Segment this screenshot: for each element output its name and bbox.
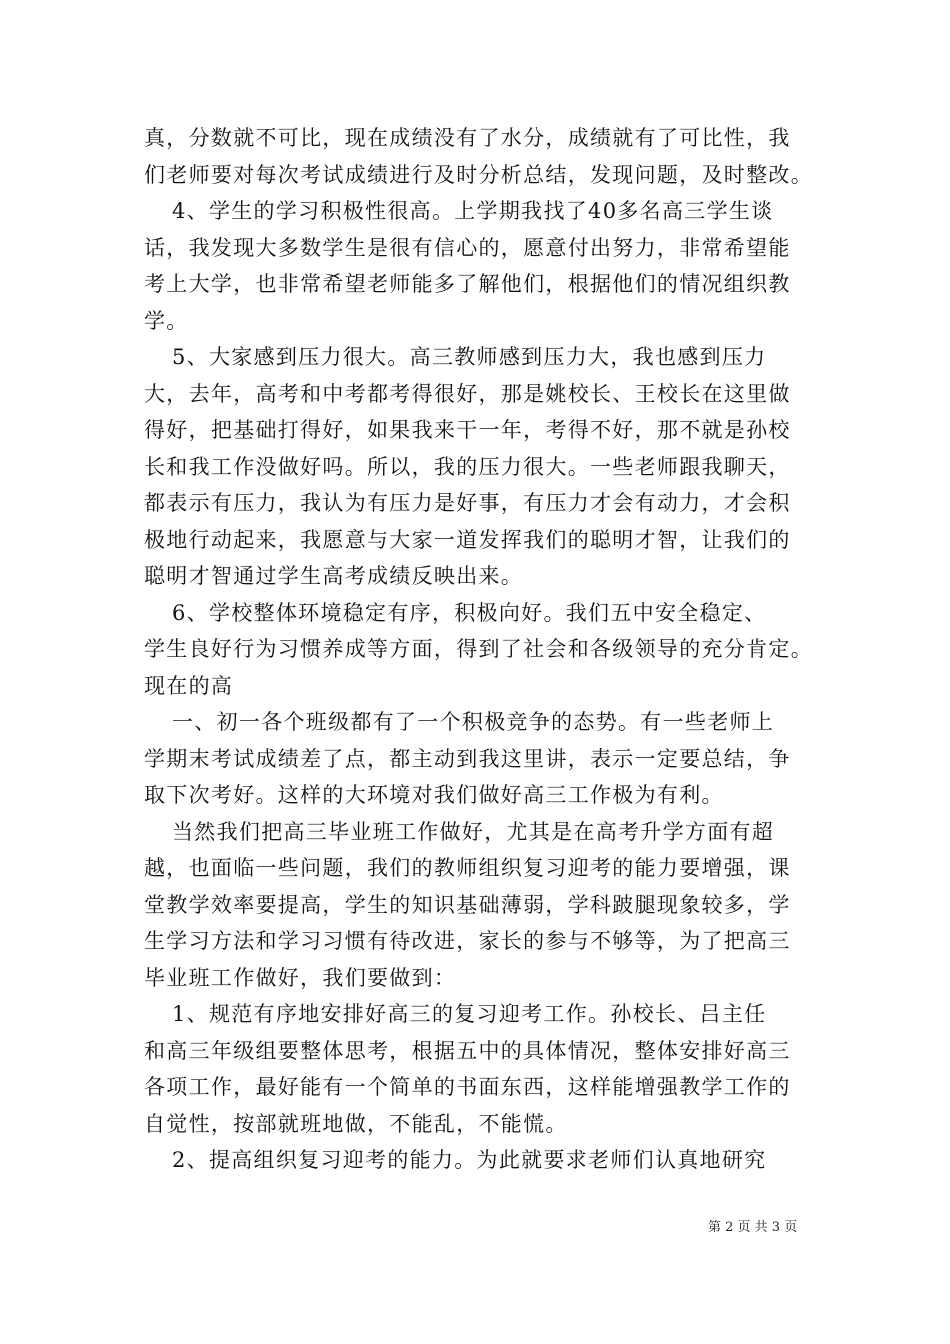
text-line: 话，我发现大多数学生是很有信心的，愿意付出努力，非常希望能 xyxy=(144,235,791,260)
text-line: 们老师要对每次考试成绩进行及时分析总结，发现问题，及时整改。 xyxy=(144,162,813,187)
text-line: 取下次考好。这样的大环境对我们做好高三工作极为有利。 xyxy=(144,783,724,807)
text-line: 当然我们把高三毕业班工作做好，尤其是在高考升学方面有超 xyxy=(172,819,775,844)
text-line: 大，去年，高考和中考都考得很好，那是姚校长、王校长在这里做 xyxy=(144,381,791,406)
text-line: 得好，把基础打得好，如果我来干一年，考得不好，那不就是孙校 xyxy=(144,418,791,442)
page-number: 第 2 页 共 3 页 xyxy=(708,1220,798,1235)
text-line: 越，也面临一些问题，我们的教师组织复习迎考的能力要增强，课 xyxy=(144,856,791,880)
text-line: 5、大家感到压力很大。高三教师感到压力大，我也感到压力 xyxy=(172,345,767,369)
text-line: 一、初一各个班级都有了一个积极竞争的态势。有一些老师上 xyxy=(172,710,775,734)
text-line: 4、学生的学习积极性很高。上学期我找了40多名高三学生谈 xyxy=(172,199,774,223)
text-line: 考上大学，也非常希望老师能多了解他们，根据他们的情况组织教 xyxy=(144,272,791,296)
text-line: 2、提高组织复习迎考的能力。为此就要求老师们认真地研究 xyxy=(172,1148,767,1172)
text-line: 真，分数就不可比，现在成绩没有了水分，成绩就有了可比性，我 xyxy=(144,126,791,150)
text-line: 长和我工作没做好吗。所以，我的压力很大。一些老师跟我聊天， xyxy=(144,454,791,479)
text-line: 和高三年级组要整体思考，根据五中的具体情况，整体安排好高三 xyxy=(144,1038,791,1063)
text-line: 都表示有压力，我认为有压力是好事，有压力才会有动力，才会积 xyxy=(144,491,791,515)
text-line: 1、规范有序地安排好高三的复习迎考工作。孙校长、吕主任 xyxy=(172,1002,767,1026)
body-text xyxy=(144,120,814,1179)
text-line: 聪明才智通过学生高考成绩反映出来。 xyxy=(144,564,524,588)
text-line: 现在的高 xyxy=(144,673,234,698)
text-line: 6、学校整体环境稳定有序，积极向好。我们五中安全稳定、 xyxy=(172,600,767,625)
text-line: 生学习方法和学习习惯有待改进，家长的参与不够等，为了把高三 xyxy=(144,929,791,953)
text-line: 自觉性，按部就班地做，不能乱，不能慌。 xyxy=(144,1111,568,1136)
text-line: 堂教学效率要提高，学生的知识基础薄弱，学科跛腿现象较多，学 xyxy=(144,892,791,917)
text-line: 各项工作，最好能有一个简单的书面东西，这样能增强教学工作的 xyxy=(144,1075,791,1099)
text-line: 学生良好行为习惯养成等方面，得到了社会和各级领导的充分肯定。 xyxy=(144,637,813,661)
text-line: 极地行动起来，我愿意与大家一道发挥我们的聪明才智，让我们的 xyxy=(144,527,791,552)
text-line: 学期末考试成绩差了点，都主动到我这里讲，表示一定要总结，争 xyxy=(144,746,791,771)
text-line: 学。 xyxy=(144,308,189,333)
text-line: 毕业班工作做好，我们要做到： xyxy=(144,965,457,990)
